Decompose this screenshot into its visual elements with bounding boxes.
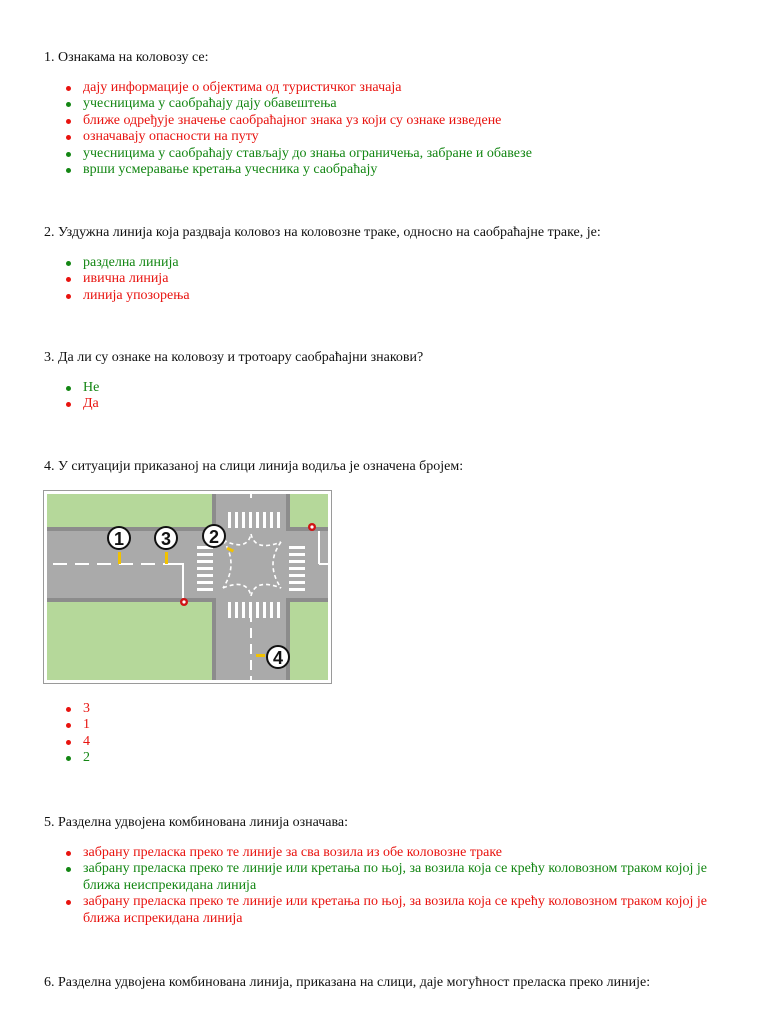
- question-1-answers: [46, 80, 736, 178]
- answer-option[interactable]: забрану преласка преко те линије за сва возила из обе коловозне траке: [46, 845, 736, 861]
- question-6-text: 6. Разделна удвојена комбинована линија, приказана на слици, даје могућност преласка преко линије:: [44, 975, 651, 990]
- answer-option[interactable]: Да: [46, 396, 736, 412]
- answer-option[interactable]: дају информације о објектима од туристичког значаја: [46, 80, 736, 96]
- question-2-text: 2. Уздужна линија која раздваја коловоз на коловозне траке, односно на саобраћајне траке, је:: [44, 225, 601, 240]
- answer-option[interactable]: 2: [46, 750, 736, 766]
- answer-option[interactable]: Не: [46, 380, 736, 396]
- intersection-illustration: [47, 494, 328, 680]
- answer-option[interactable]: учесницима у саобраћају стављају до знања ограничења, забране и обавезе: [46, 146, 736, 162]
- label-number: 2: [208, 527, 220, 547]
- question-5-answers: [46, 845, 736, 927]
- answer-option[interactable]: врши усмеравање кретања учесника у саобраћају: [46, 162, 736, 178]
- question-3-text: 3. Да ли су ознаке на коловозу и тротоару саобраћајни знакови?: [44, 350, 424, 365]
- label-number: 1: [113, 529, 125, 549]
- answer-option[interactable]: 1: [46, 717, 736, 733]
- question-1-text: 1. Ознакама на коловозу се:: [44, 50, 209, 65]
- question-2-answers: [46, 255, 736, 304]
- question-3-answers: [46, 380, 736, 413]
- label-number: 4: [272, 648, 284, 668]
- question-4-answers: [46, 701, 736, 767]
- answer-option[interactable]: забрану преласка преко те линије или кретања по њој, за возила која се крећу коловозном траком којој је ближа неиспрекидана линија: [46, 861, 736, 894]
- answer-option[interactable]: ивична линија: [46, 271, 736, 287]
- answer-option[interactable]: разделна линија: [46, 255, 736, 271]
- answer-option[interactable]: забрану преласка преко те линије или кретања по њој, за возила која се крећу коловозном траком којој је ближа испрекидана линија: [46, 894, 736, 927]
- answer-option[interactable]: 3: [46, 701, 736, 717]
- answer-option[interactable]: ближе одређује значење саобраћајног знака уз који су ознаке изведене: [46, 113, 736, 129]
- label-number: 3: [160, 529, 172, 549]
- question-5-text: 5. Разделна удвојена комбинована линија означава:: [44, 815, 349, 830]
- answer-option[interactable]: линија упозорења: [46, 288, 736, 304]
- question-4-text: 4. У ситуацији приказаној на слици линија водиља је означена бројем:: [44, 459, 464, 474]
- answer-option[interactable]: учесницима у саобраћају дају обавештења: [46, 96, 736, 112]
- intersection-figure: [43, 490, 332, 684]
- answer-option[interactable]: означавају опасности на путу: [46, 129, 736, 145]
- answer-option[interactable]: 4: [46, 734, 736, 750]
